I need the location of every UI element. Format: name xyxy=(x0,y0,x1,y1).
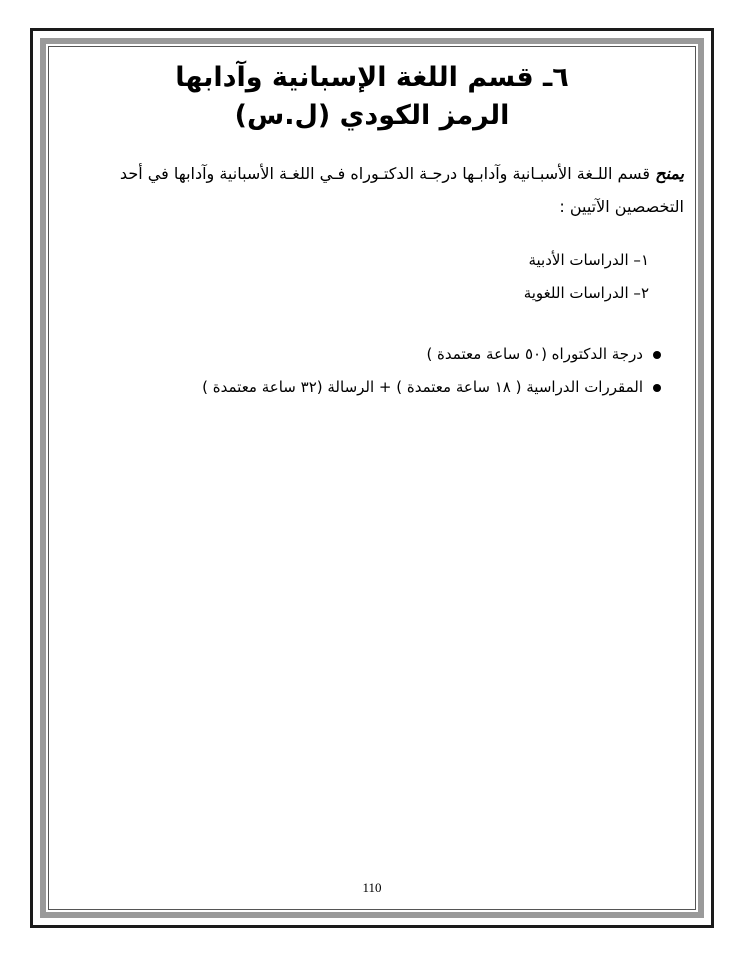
bullet-text: درجة الدكتوراه (٥٠ ساعة معتمدة ) xyxy=(426,345,643,363)
intro-text: قسم اللـغة الأسبـانية وآدابـها درجـة الدكتـوراه فـي اللغـة الأسبانية وآدابها في أحد التخصصين الآتيين : xyxy=(119,164,684,216)
page-border-outer xyxy=(30,28,714,928)
intro-lead-word: يمنح xyxy=(655,164,684,183)
page-number: 110 xyxy=(362,880,382,895)
specialization-item: ١– الدراسات الأدبية xyxy=(528,251,649,269)
credit-hours-list xyxy=(202,338,661,404)
bullet-dot-icon xyxy=(653,384,661,392)
intro-paragraph xyxy=(60,157,684,223)
specialization-list xyxy=(524,244,649,310)
bullet-dot-icon xyxy=(653,351,661,359)
bullet-item xyxy=(202,338,661,371)
department-code-title: الرمز الكودي (ل.س) xyxy=(234,100,510,131)
department-title: ٦ـ قسم اللغة الإسبانية وآدابها xyxy=(175,62,569,93)
bullet-item xyxy=(202,371,661,404)
bullet-text: المقررات الدراسية ( ١٨ ساعة معتمدة ) + الرسالة (٣٢ ساعة معتمدة ) xyxy=(202,378,643,396)
page-border-inner xyxy=(40,38,704,918)
specialization-item: ٢– الدراسات اللغوية xyxy=(523,284,649,302)
page-content xyxy=(46,44,698,912)
